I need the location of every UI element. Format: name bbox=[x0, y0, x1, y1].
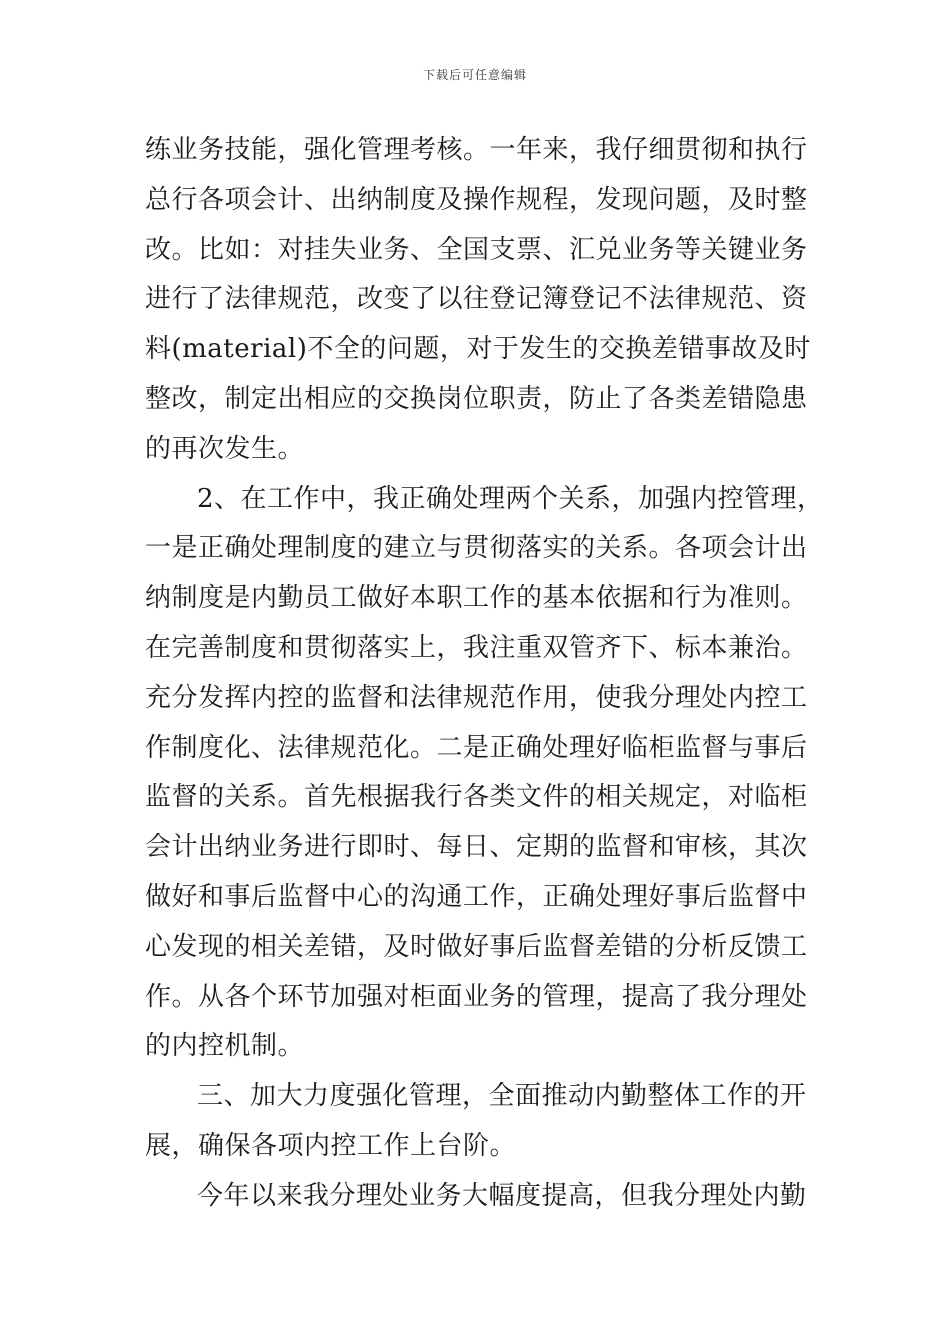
page-header: 下载后可任意编辑 bbox=[422, 68, 527, 82]
document-body bbox=[145, 126, 824, 1222]
text-line: 改。比如：对挂失业务、全国支票、汇兑业务等关键业务 bbox=[145, 234, 808, 265]
text-line: 整改，制定出相应的交换岗位职责，防止了各类差错隐患 bbox=[145, 383, 808, 414]
text-line: 三、加大力度强化管理，全面推动内勤整体工作的开 bbox=[197, 1081, 807, 1112]
text-line: 作。从各个环节加强对柜面业务的管理，提高了我分理处 bbox=[145, 981, 808, 1012]
text-line: 充分发挥内控的监督和法律规范作用，使我分理处内控工 bbox=[145, 682, 808, 713]
text-line: 作制度化、法律规范化。二是正确处理好临柜监督与事后 bbox=[145, 732, 808, 763]
text-line: 进行了法律规范，改变了以往登记簿登记不法律规范、资 bbox=[145, 284, 808, 315]
text-line: 展，确保各项内控工作上台阶。 bbox=[145, 1130, 517, 1161]
text-line: 监督的关系。首先根据我行各类文件的相关规定，对临柜 bbox=[145, 782, 808, 813]
text-line: 心发现的相关差错，及时做好事后监督差错的分析反馈工 bbox=[145, 931, 808, 962]
text-line: 2、在工作中，我正确处理两个关系，加强内控管理， bbox=[197, 483, 824, 514]
text-line: 今年以来我分理处业务大幅度提高，但我分理处内勤 bbox=[197, 1180, 807, 1211]
text-line: 一是正确处理制度的建立与贯彻落实的关系。各项会计出 bbox=[145, 533, 808, 564]
text-line: 做好和事后监督中心的沟通工作，正确处理好事后监督中 bbox=[145, 881, 808, 912]
text-line: 纳制度是内勤员工做好本职工作的基本依据和行为准则。 bbox=[145, 583, 808, 614]
text-line: 的内控机制。 bbox=[145, 1031, 305, 1062]
text-line: 在完善制度和贯彻落实上，我注重双管齐下、标本兼治。 bbox=[145, 632, 808, 663]
text-line: 料(material)不全的问题，对于发生的交换差错事故及时 bbox=[145, 334, 811, 365]
text-line: 练业务技能，强化管理考核。一年来，我仔细贯彻和执行 bbox=[145, 135, 808, 165]
text-line: 会计出纳业务进行即时、每日、定期的监督和审核，其次 bbox=[145, 832, 808, 863]
text-line: 的再次发生。 bbox=[145, 433, 305, 464]
text-line: 总行各项会计、出纳制度及操作规程，发现问题，及时整 bbox=[145, 184, 808, 215]
